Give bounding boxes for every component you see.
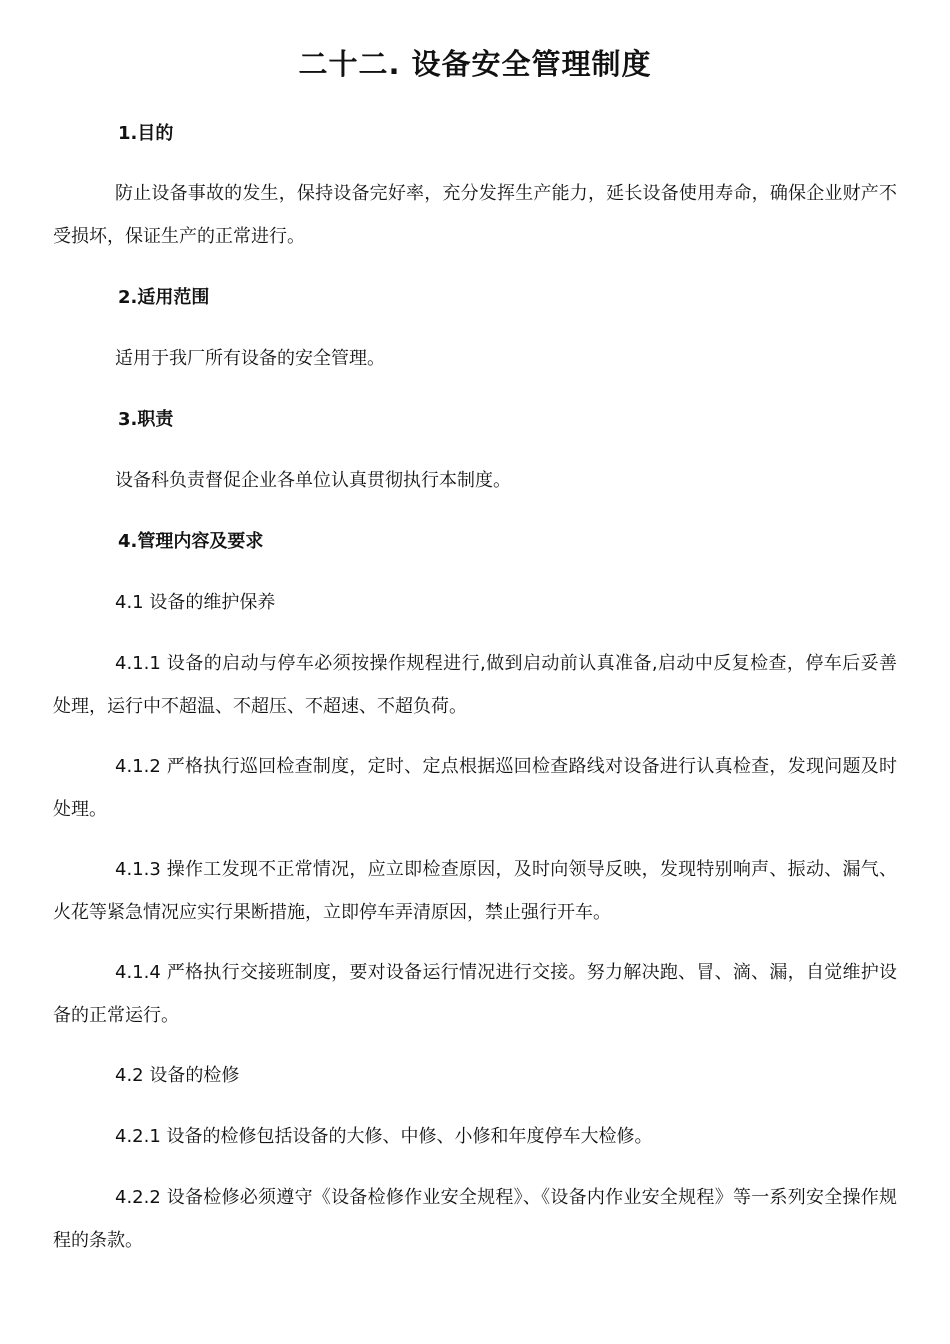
section-heading-management: 4.管理内容及要求 bbox=[118, 531, 264, 552]
paragraph-purpose: 防止设备事故的发生，保持设备完好率，充分发挥生产能力，延长设备使用寿命，确保企业财产不受损坏，保证生产的正常进行。 bbox=[53, 183, 897, 247]
paragraph-responsibility: 设备科负责督促企业各单位认真贯彻执行本制度。 bbox=[115, 470, 511, 491]
section-heading-purpose: 1.目的 bbox=[118, 123, 174, 144]
paragraph-4-1-2: 4.1.2 严格执行巡回检查制度，定时、定点根据巡回检查路线对设备进行认真检查，发现问题及时处理。 bbox=[53, 756, 897, 820]
section-heading-responsibility: 3.职责 bbox=[118, 409, 174, 430]
document-title: 二十二. 设备安全管理制度 bbox=[298, 47, 652, 81]
paragraph-4-1-4: 4.1.4 严格执行交接班制度，要对设备运行情况进行交接。努力解决跑、冒、滴、漏，自觉维护设备的正常运行。 bbox=[53, 962, 897, 1026]
paragraph-4-2-2: 4.2.2 设备检修必须遵守《设备检修作业安全规程》、《设备内作业安全规程》等一系列安全操作规程的条款。 bbox=[53, 1187, 897, 1251]
paragraph-4-2-1: 4.2.1 设备的检修包括设备的大修、中修、小修和年度停车大检修。 bbox=[115, 1126, 653, 1147]
paragraph-4-1-1: 4.1.1 设备的启动与停车必须按操作规程进行,做到启动前认真准备,启动中反复检查，停车后妥善处理，运行中不超温、不超压、不超速、不超负荷。 bbox=[53, 653, 897, 717]
section-heading-scope: 2.适用范围 bbox=[118, 287, 210, 308]
paragraph-scope: 适用于我厂所有设备的安全管理。 bbox=[115, 348, 385, 369]
subheading-4-1: 4.1 设备的维护保养 bbox=[115, 592, 276, 613]
subheading-4-2: 4.2 设备的检修 bbox=[115, 1065, 240, 1086]
paragraph-4-1-3: 4.1.3 操作工发现不正常情况，应立即检查原因，及时向领导反映，发现特别响声、振动、漏气、火花等紧急情况应实行果断措施，立即停车弄清原因，禁止强行开车。 bbox=[53, 859, 897, 923]
